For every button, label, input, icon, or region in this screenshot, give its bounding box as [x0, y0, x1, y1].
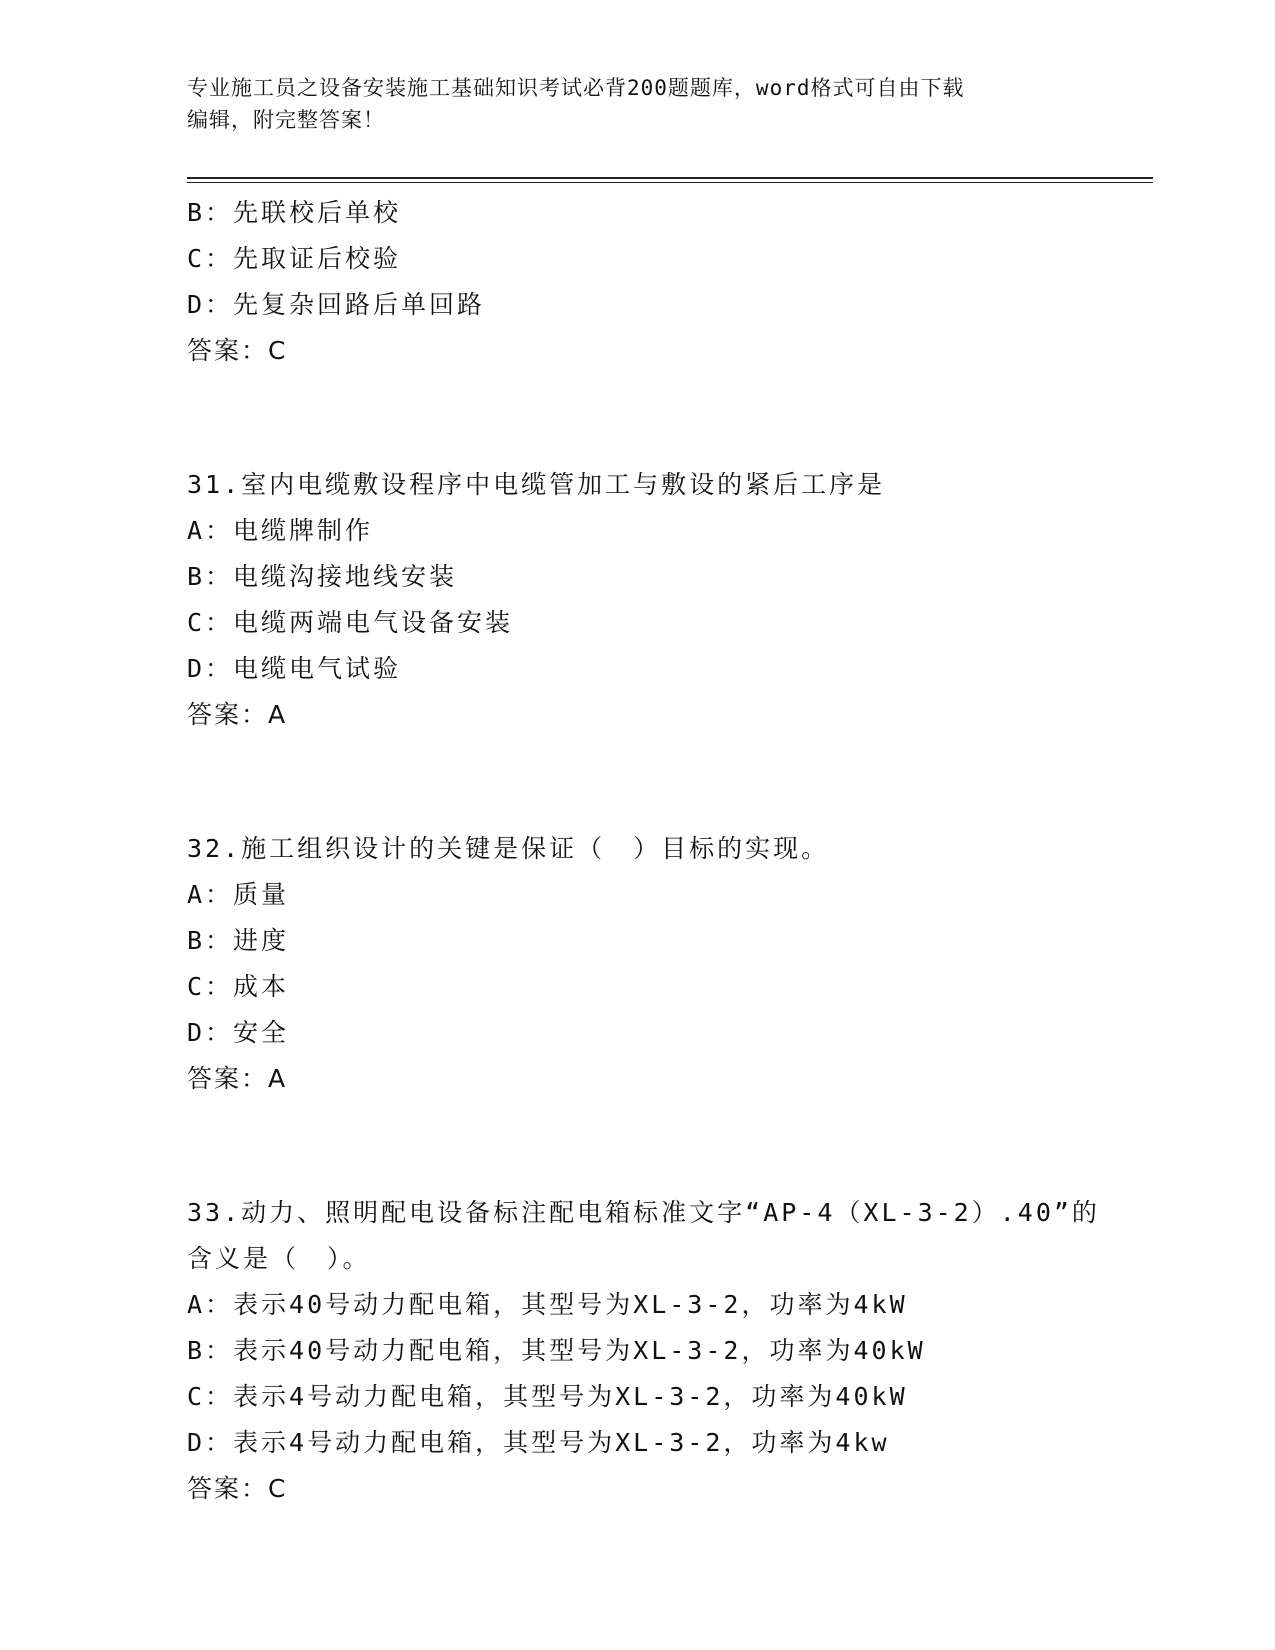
header-divider-thin	[187, 182, 1153, 183]
question-stem: 33.动力、照明配电设备标注配电箱标准文字“AP-4（XL-3-2）.40”的含义是（ ）。	[187, 1198, 1100, 1273]
question-stem: 31.室内电缆敷设程序中电缆管加工与敷设的紧后工序是	[187, 470, 886, 499]
option-b: B：电缆沟接地线安装	[187, 562, 458, 591]
header-title-line-1: 专业施工员之设备安装施工基础知识考试必背200题题库，word格式可自由下载	[187, 76, 965, 100]
question-content	[187, 190, 1127, 1512]
question-33	[187, 1190, 1127, 1512]
option-c: C：先取证后校验	[187, 244, 402, 273]
option-c: C：成本	[187, 972, 290, 1001]
option-a: A：电缆牌制作	[187, 516, 374, 545]
answer-label: 答案：A	[187, 700, 288, 729]
header-title-line-2: 编辑，附完整答案！	[187, 108, 385, 132]
answer-label: 答案：C	[187, 336, 288, 365]
option-a: A：表示40号动力配电箱，其型号为XL-3-2，功率为4kW	[187, 1290, 908, 1319]
carryover-question	[187, 190, 1127, 374]
answer-label: 答案：A	[187, 1064, 288, 1093]
option-d: D：安全	[187, 1018, 290, 1047]
option-b: B：进度	[187, 926, 290, 955]
answer-label: 答案：C	[187, 1474, 288, 1503]
option-c: C：电缆两端电气设备安装	[187, 608, 514, 637]
option-b: B：表示40号动力配电箱，其型号为XL-3-2，功率为40kW	[187, 1336, 926, 1365]
option-b: B：先联校后单校	[187, 198, 402, 227]
question-stem: 32.施工组织设计的关键是保证（ ）目标的实现。	[187, 834, 830, 863]
header-divider	[187, 177, 1153, 179]
question-32	[187, 826, 1127, 1102]
page-header	[187, 72, 1087, 136]
option-a: A：质量	[187, 880, 290, 909]
question-31	[187, 462, 1127, 738]
option-d: D：表示4号动力配电箱，其型号为XL-3-2，功率为4kw	[187, 1428, 890, 1457]
option-d: D：电缆电气试验	[187, 654, 402, 683]
option-d: D：先复杂回路后单回路	[187, 290, 486, 319]
option-c: C：表示4号动力配电箱，其型号为XL-3-2，功率为40kW	[187, 1382, 908, 1411]
